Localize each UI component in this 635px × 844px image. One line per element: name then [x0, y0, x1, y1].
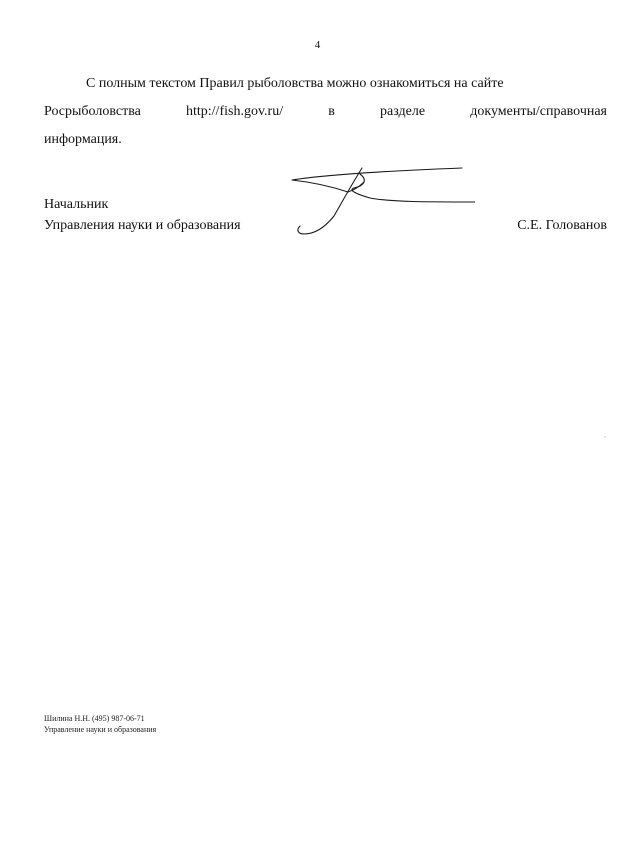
paragraph-line-1: С полным текстом Правил рыболовства можно ознакомиться на сайте [86, 76, 504, 91]
executor-department: Управление науки и образования [44, 725, 157, 734]
executor-contact: Шилина Н.Н. (495) 987-06-71 [44, 714, 145, 723]
paragraph-word: в [328, 104, 335, 119]
website-link: http://fish.gov.ru/ [186, 104, 284, 119]
body-paragraph [44, 70, 607, 154]
signatory-department: Управления науки и образования [44, 218, 241, 233]
paragraph-line-2 [44, 98, 607, 126]
scan-speck [604, 436, 606, 438]
signatory-title: Начальник [44, 197, 109, 212]
signature-block [44, 194, 607, 236]
paragraph-word: разделе [380, 104, 426, 119]
paragraph-word: документы/справочная [470, 104, 607, 119]
signatory-name: С.Е. Голованов [517, 218, 607, 233]
paragraph-word: Росрыболовства [44, 104, 141, 119]
page-number: 4 [314, 39, 321, 51]
paragraph-line-3: информация. [44, 132, 122, 147]
executor-footer [44, 713, 156, 735]
